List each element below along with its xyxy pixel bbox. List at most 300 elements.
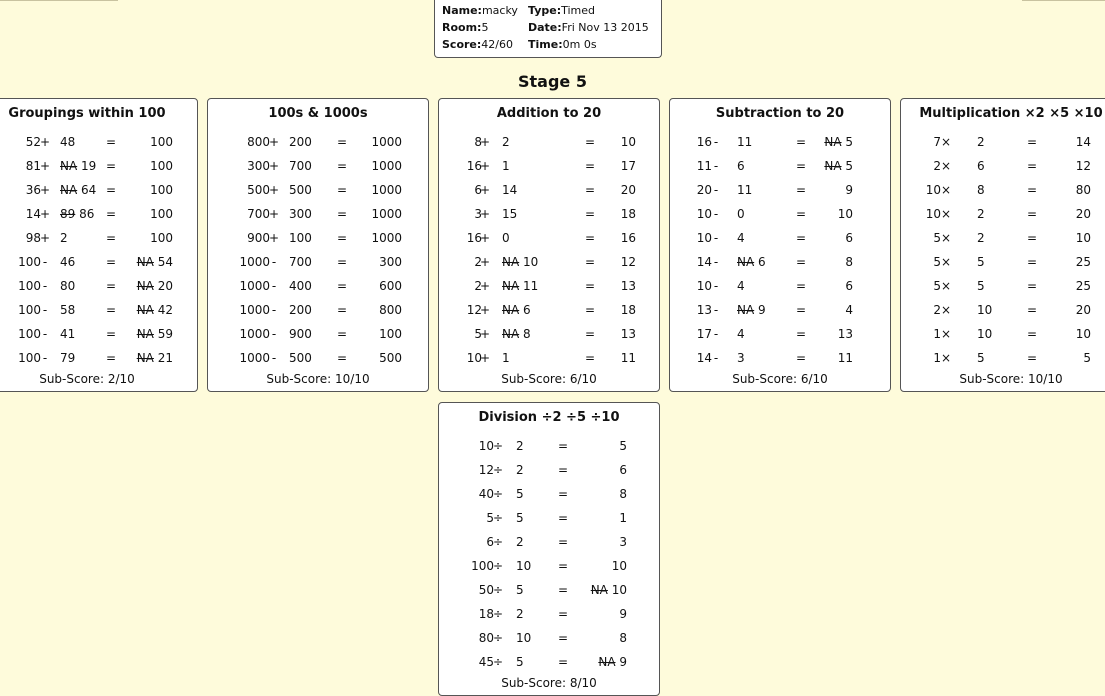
problem-row	[208, 226, 428, 250]
problem-row	[439, 202, 659, 226]
operand-a: 80	[478, 631, 494, 645]
operator: +	[268, 207, 280, 221]
problem-row	[670, 346, 890, 370]
wrong-answer: NA	[737, 303, 755, 317]
result	[137, 346, 173, 370]
operand-b-value: 8	[977, 183, 985, 197]
operator: ×	[940, 327, 952, 341]
equals-sign: =	[557, 535, 569, 549]
result	[1076, 130, 1091, 154]
result-value: 80	[1075, 183, 1091, 197]
result-value: 3	[619, 535, 627, 549]
operand-b-value: 10	[977, 327, 993, 341]
operator: -	[42, 279, 48, 293]
problem-row	[439, 250, 659, 274]
operand-b-value: 5	[516, 583, 524, 597]
result-value: 800	[379, 303, 402, 317]
operand-b-value: 5	[516, 487, 524, 501]
problem-row	[439, 154, 659, 178]
result	[619, 506, 627, 530]
result	[838, 346, 853, 370]
operand-b-value: 2	[516, 607, 524, 621]
problem-row	[439, 530, 659, 554]
result-value: 6	[845, 279, 853, 293]
result-value: 20	[620, 183, 636, 197]
equals-sign: =	[336, 231, 348, 245]
operand-b-value: 64	[81, 183, 97, 197]
equals-sign: =	[584, 279, 596, 293]
wrong-answer: NA	[60, 183, 78, 197]
equals-sign: =	[557, 583, 569, 597]
panel-groupings	[0, 98, 198, 392]
problem-row	[0, 250, 197, 274]
equals-sign: =	[557, 439, 569, 453]
operator: -	[42, 255, 48, 269]
operator: ×	[940, 231, 952, 245]
result-value: 13	[620, 327, 636, 341]
operand-b-value: 48	[60, 135, 76, 149]
equals-sign: =	[1026, 303, 1038, 317]
result	[137, 322, 173, 346]
operand-a: 10	[696, 279, 712, 293]
operand-b-value: 11	[737, 183, 753, 197]
operand-b	[737, 178, 797, 202]
info-row-3	[442, 36, 661, 53]
top-divider-right	[1022, 0, 1105, 1]
operator: +	[479, 303, 491, 317]
operand-b	[502, 274, 562, 298]
operand-a: 10	[925, 207, 941, 221]
problem-list	[439, 434, 659, 674]
operand-a: 1000	[239, 351, 270, 365]
operator: ÷	[492, 487, 504, 501]
operand-b-value: 6	[977, 159, 985, 173]
problem-row	[901, 298, 1105, 322]
wrong-answer: NA	[737, 255, 755, 269]
problem-row	[208, 274, 428, 298]
operand-b	[737, 322, 797, 346]
operator: -	[713, 255, 719, 269]
operand-a: 2	[474, 279, 482, 293]
result-value: 100	[150, 207, 173, 221]
result	[621, 346, 636, 370]
wrong-answer: NA	[824, 159, 842, 173]
equals-sign: =	[336, 135, 348, 149]
operand-b-value: 46	[60, 255, 76, 269]
operand-a: 5	[933, 231, 941, 245]
operand-b	[502, 154, 562, 178]
result	[371, 154, 402, 178]
result	[379, 298, 402, 322]
wrong-answer: NA	[598, 655, 616, 669]
result-value: 42	[157, 303, 173, 317]
problem-list	[901, 130, 1105, 370]
equals-sign: =	[795, 183, 807, 197]
equals-sign: =	[105, 135, 117, 149]
result	[137, 298, 173, 322]
sub-score: Sub-Score: 8/10	[501, 676, 597, 690]
result-value: 13	[620, 279, 636, 293]
panel-subtraction	[669, 98, 891, 392]
operand-b-value: 10	[516, 631, 532, 645]
result-value: 100	[379, 327, 402, 341]
equals-sign: =	[795, 135, 807, 149]
problem-row	[0, 130, 197, 154]
operand-b	[502, 226, 562, 250]
result	[379, 322, 402, 346]
problem-list	[670, 130, 890, 370]
result	[838, 202, 853, 226]
operand-a: 1	[933, 327, 941, 341]
operator: ×	[940, 159, 952, 173]
equals-sign: =	[795, 327, 807, 341]
operator: ×	[940, 135, 952, 149]
equals-sign: =	[795, 207, 807, 221]
wrong-answer: 89	[60, 207, 76, 221]
equals-sign: =	[336, 303, 348, 317]
operand-a: 5	[933, 255, 941, 269]
problem-row	[901, 274, 1105, 298]
operator: +	[479, 327, 491, 341]
operand-b	[737, 202, 797, 226]
result-value: 10	[620, 135, 636, 149]
operand-b-value: 8	[523, 327, 531, 341]
panel-division	[438, 402, 660, 696]
wrong-answer: NA	[502, 279, 520, 293]
sub-score: Sub-Score: 10/10	[959, 372, 1063, 386]
result	[621, 202, 636, 226]
result-value: 1000	[371, 231, 402, 245]
result-value: 20	[1075, 207, 1091, 221]
equals-sign: =	[557, 511, 569, 525]
equals-sign: =	[795, 231, 807, 245]
operand-b-value: 500	[289, 183, 312, 197]
result-value: 100	[150, 183, 173, 197]
problem-row	[901, 154, 1105, 178]
operand-a: 1000	[239, 255, 270, 269]
operand-b	[737, 250, 797, 274]
result	[824, 154, 853, 178]
operand-a: 12	[466, 303, 482, 317]
problem-row	[901, 346, 1105, 370]
sub-score: Sub-Score: 10/10	[266, 372, 370, 386]
operand-b	[502, 322, 562, 346]
operand-b-value: 86	[79, 207, 95, 221]
result	[371, 130, 402, 154]
operator: ÷	[492, 559, 504, 573]
equals-sign: =	[557, 607, 569, 621]
equals-sign: =	[105, 255, 117, 269]
operand-a: 6	[486, 535, 494, 549]
operand-b-value: 4	[737, 327, 745, 341]
operator: +	[39, 207, 51, 221]
operand-a: 100	[18, 279, 41, 293]
result	[621, 274, 636, 298]
info-date: Date:Fri Nov 13 2015	[528, 21, 649, 34]
problem-row	[901, 202, 1105, 226]
result	[1076, 178, 1091, 202]
operator: +	[479, 255, 491, 269]
wrong-answer: NA	[136, 303, 154, 317]
panel-title: Division ÷2 ÷5 ÷10	[478, 410, 620, 425]
result-value: 600	[379, 279, 402, 293]
result	[150, 154, 173, 178]
operand-a: 98	[25, 231, 41, 245]
operand-b	[737, 226, 797, 250]
operand-b-value: 15	[502, 207, 518, 221]
result	[619, 602, 627, 626]
operand-b-value: 14	[502, 183, 518, 197]
result	[619, 482, 627, 506]
operand-b-value: 5	[516, 511, 524, 525]
equals-sign: =	[1026, 207, 1038, 221]
operator: +	[39, 135, 51, 149]
result-value: 20	[1075, 303, 1091, 317]
operand-b	[737, 274, 797, 298]
operand-b	[737, 298, 797, 322]
operator: +	[479, 183, 491, 197]
equals-sign: =	[336, 351, 348, 365]
result	[150, 202, 173, 226]
operand-b-value: 11	[523, 279, 539, 293]
wrong-answer: NA	[136, 351, 154, 365]
operator: -	[713, 351, 719, 365]
operand-a: 2	[933, 159, 941, 173]
operator: -	[713, 303, 719, 317]
wrong-answer: NA	[502, 255, 520, 269]
result-value: 10	[1075, 327, 1091, 341]
operator: +	[268, 231, 280, 245]
sub-score: Sub-Score: 6/10	[501, 372, 597, 386]
result	[1076, 202, 1091, 226]
result-value: 12	[620, 255, 636, 269]
operand-a: 14	[696, 255, 712, 269]
operand-a: 300	[247, 159, 270, 173]
operator: ÷	[492, 631, 504, 645]
operand-b-value: 9	[758, 303, 766, 317]
operand-a: 13	[696, 303, 712, 317]
result-value: 300	[379, 255, 402, 269]
operand-a: 100	[18, 351, 41, 365]
result-value: 100	[150, 159, 173, 173]
problem-row	[0, 178, 197, 202]
result	[137, 250, 173, 274]
problem-row	[439, 226, 659, 250]
panel-title: Addition to 20	[496, 106, 602, 121]
equals-sign: =	[1026, 231, 1038, 245]
wrong-answer: NA	[136, 279, 154, 293]
operator: ÷	[492, 511, 504, 525]
operand-b-value: 2	[516, 439, 524, 453]
operand-a: 7	[933, 135, 941, 149]
operand-b	[502, 346, 562, 370]
problem-row	[901, 226, 1105, 250]
operator: -	[42, 327, 48, 341]
operator: +	[479, 135, 491, 149]
result-value: 59	[157, 327, 173, 341]
panel-title: Groupings within 100	[8, 106, 166, 121]
equals-sign: =	[795, 159, 807, 173]
problem-row	[901, 250, 1105, 274]
operator: +	[479, 351, 491, 365]
operand-a: 10	[696, 231, 712, 245]
operator: ÷	[492, 607, 504, 621]
operand-b-value: 6	[737, 159, 745, 173]
operand-a: 3	[474, 207, 482, 221]
operand-a: 12	[478, 463, 494, 477]
operand-b-value: 5	[516, 655, 524, 669]
panel-title: Multiplication ×2 ×5 ×10	[919, 106, 1103, 121]
equals-sign: =	[584, 303, 596, 317]
operand-b-value: 400	[289, 279, 312, 293]
equals-sign: =	[795, 279, 807, 293]
wrong-answer: NA	[824, 135, 842, 149]
operand-a: 900	[247, 231, 270, 245]
equals-sign: =	[1026, 255, 1038, 269]
operator: +	[268, 159, 280, 173]
result	[379, 346, 402, 370]
operand-b-value: 10	[523, 255, 539, 269]
operand-b-value: 2	[977, 135, 985, 149]
operator: +	[479, 231, 491, 245]
operator: +	[39, 231, 51, 245]
problem-row	[670, 202, 890, 226]
problem-row	[670, 226, 890, 250]
problem-row	[0, 226, 197, 250]
operand-b-value: 79	[60, 351, 76, 365]
operand-b	[502, 250, 562, 274]
operand-a: 52	[25, 135, 41, 149]
operand-a: 36	[25, 183, 41, 197]
operator: -	[42, 351, 48, 365]
result-value: 1000	[371, 207, 402, 221]
operand-b	[737, 346, 797, 370]
result	[1083, 346, 1091, 370]
problem-row	[208, 130, 428, 154]
info-time: Time:0m 0s	[528, 38, 597, 51]
operand-b-value: 19	[81, 159, 97, 173]
problem-row	[439, 346, 659, 370]
equals-sign: =	[584, 159, 596, 173]
operator: -	[271, 303, 277, 317]
operator: -	[713, 327, 719, 341]
result-info-box	[434, 0, 662, 58]
operator: ×	[940, 351, 952, 365]
problem-row	[439, 178, 659, 202]
operand-a: 100	[18, 327, 41, 341]
panel-title: Subtraction to 20	[715, 106, 845, 121]
result	[621, 298, 636, 322]
problem-row	[208, 154, 428, 178]
operand-b-value: 900	[289, 327, 312, 341]
result	[845, 274, 853, 298]
equals-sign: =	[105, 207, 117, 221]
info-score: Score:42/60	[442, 38, 513, 51]
operand-a: 8	[474, 135, 482, 149]
operand-b-value: 41	[60, 327, 76, 341]
problem-row	[208, 346, 428, 370]
equals-sign: =	[105, 351, 117, 365]
equals-sign: =	[105, 303, 117, 317]
result-value: 9	[619, 607, 627, 621]
operator: ÷	[492, 583, 504, 597]
operator: ×	[940, 207, 952, 221]
operand-b-value: 300	[289, 207, 312, 221]
result	[619, 530, 627, 554]
result	[371, 178, 402, 202]
operand-b-value: 58	[60, 303, 76, 317]
stage-title: Stage 5	[518, 72, 587, 91]
operand-a: 20	[696, 183, 712, 197]
result	[371, 226, 402, 250]
problem-row	[439, 458, 659, 482]
operand-b-value: 80	[60, 279, 76, 293]
operand-b-value: 10	[516, 559, 532, 573]
operand-a: 2	[474, 255, 482, 269]
equals-sign: =	[795, 255, 807, 269]
operand-b-value: 3	[737, 351, 745, 365]
operand-b-value: 5	[977, 255, 985, 269]
result	[619, 626, 627, 650]
sub-score: Sub-Score: 6/10	[732, 372, 828, 386]
result	[598, 650, 627, 674]
operand-a: 16	[466, 231, 482, 245]
result-value: 4	[845, 303, 853, 317]
operand-a: 5	[486, 511, 494, 525]
result	[845, 298, 853, 322]
result	[591, 578, 627, 602]
operator: -	[713, 183, 719, 197]
operator: -	[713, 231, 719, 245]
panel-addition	[438, 98, 660, 392]
equals-sign: =	[1026, 327, 1038, 341]
result	[379, 274, 402, 298]
operand-a: 5	[474, 327, 482, 341]
operand-a: 1000	[239, 303, 270, 317]
operator: ×	[940, 303, 952, 317]
problem-row	[0, 202, 197, 226]
operator: +	[479, 279, 491, 293]
operand-b	[737, 130, 797, 154]
problem-row	[901, 178, 1105, 202]
wrong-answer: NA	[502, 327, 520, 341]
operator: -	[271, 279, 277, 293]
equals-sign: =	[336, 159, 348, 173]
operand-a: 14	[696, 351, 712, 365]
operand-b-value: 2	[502, 135, 510, 149]
wrong-answer: NA	[60, 159, 78, 173]
operand-b-value: 2	[516, 535, 524, 549]
result	[621, 226, 636, 250]
operator: ÷	[492, 535, 504, 549]
result-value: 25	[1075, 255, 1091, 269]
operator: -	[713, 135, 719, 149]
problem-row	[208, 298, 428, 322]
result-value: 1000	[371, 183, 402, 197]
sub-score: Sub-Score: 2/10	[39, 372, 135, 386]
operand-b-value: 1	[502, 351, 510, 365]
result-value: 9	[619, 655, 627, 669]
equals-sign: =	[336, 255, 348, 269]
operand-a: 500	[247, 183, 270, 197]
equals-sign: =	[105, 231, 117, 245]
problem-row	[0, 274, 197, 298]
problem-row	[0, 346, 197, 370]
result	[137, 274, 173, 298]
operand-a: 16	[696, 135, 712, 149]
operator: +	[268, 183, 280, 197]
panel-multiplication	[900, 98, 1105, 392]
